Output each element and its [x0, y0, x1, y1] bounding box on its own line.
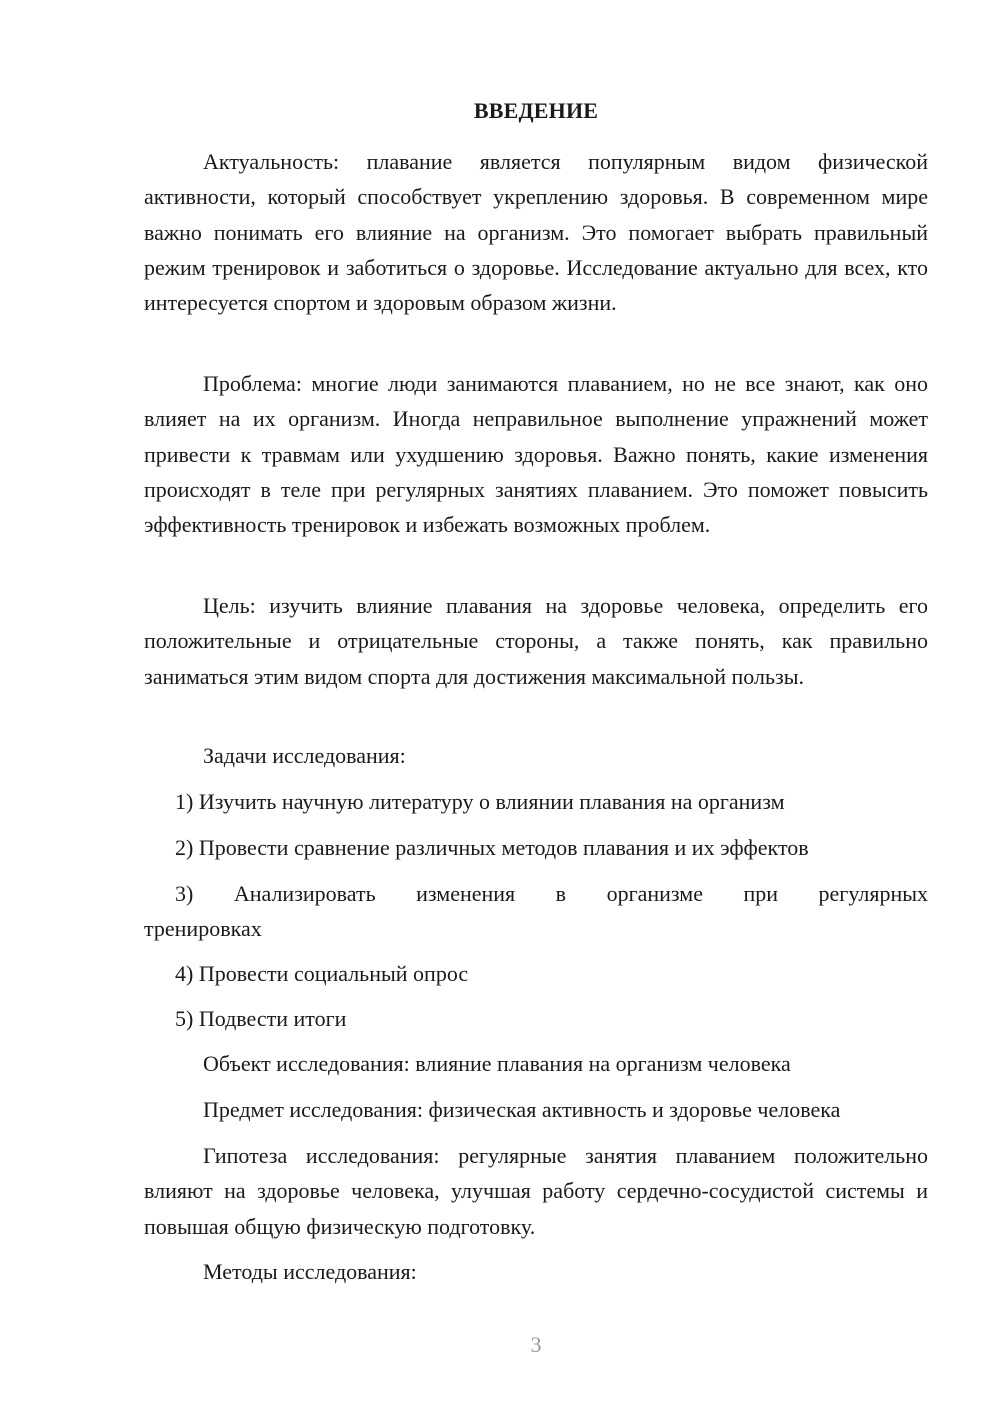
task-item-3-line-1: 3) Анализировать изменения в организме при регулярных: [175, 881, 928, 906]
research-object: Объект исследования: влияние плавания на организм человека: [203, 1051, 791, 1076]
goal-paragraph: Цель: изучить влияние плавания на здоровье человека, определить его положительные и отрицательные стороны, а также понять, как правильно заниматься этим видом спорта для достижения максимальной пользы.: [144, 593, 928, 689]
research-subject: Предмет исследования: физическая активность и здоровье человека: [203, 1097, 841, 1122]
tasks-title: Задачи исследования:: [203, 743, 406, 768]
page-number: 3: [530, 1332, 542, 1357]
hypothesis-paragraph: Гипотеза исследования: регулярные занятия плаванием положительно влияют на здоровье человека, улучшая работу сердечно-сосудистой системы и повышая общую физическую подготовку.: [144, 1143, 928, 1239]
relevance-paragraph: Актуальность: плавание является популярным видом физической активности, который способствует укреплению здоровья. В современном мире важно понимать его влияние на организм. Это помогает выбрать правильный режим тренировок и заботиться о здоровье. Исследование актуально для всех, кто интересуется спортом и здоровым образом жизни.: [144, 149, 928, 316]
task-item-5: 5) Подвести итоги: [175, 1006, 347, 1031]
methods-title: Методы исследования:: [203, 1259, 417, 1284]
task-item-4: 4) Провести социальный опрос: [175, 961, 469, 986]
task-item-2: 2) Провести сравнение различных методов плавания и их эффектов: [175, 835, 809, 860]
problem-paragraph: Проблема: многие люди занимаются плаванием, но не все знают, как оно влияет на их организм. Иногда неправильное выполнение упражнений может привести к травмам или ухудшению здоровья. Важно понять, какие изменения происходят в теле при регулярных занятиях плаванием. Это поможет повысить эффективность тренировок и избежать возможных проблем.: [144, 371, 928, 538]
task-item-3: [144, 876, 928, 946]
section-heading: ВВЕДЕНИЕ: [473, 98, 599, 123]
task-item-3-line-2: тренировках: [144, 916, 262, 941]
task-item-1: 1) Изучить научную литературу о влиянии плавания на организм: [175, 789, 785, 814]
